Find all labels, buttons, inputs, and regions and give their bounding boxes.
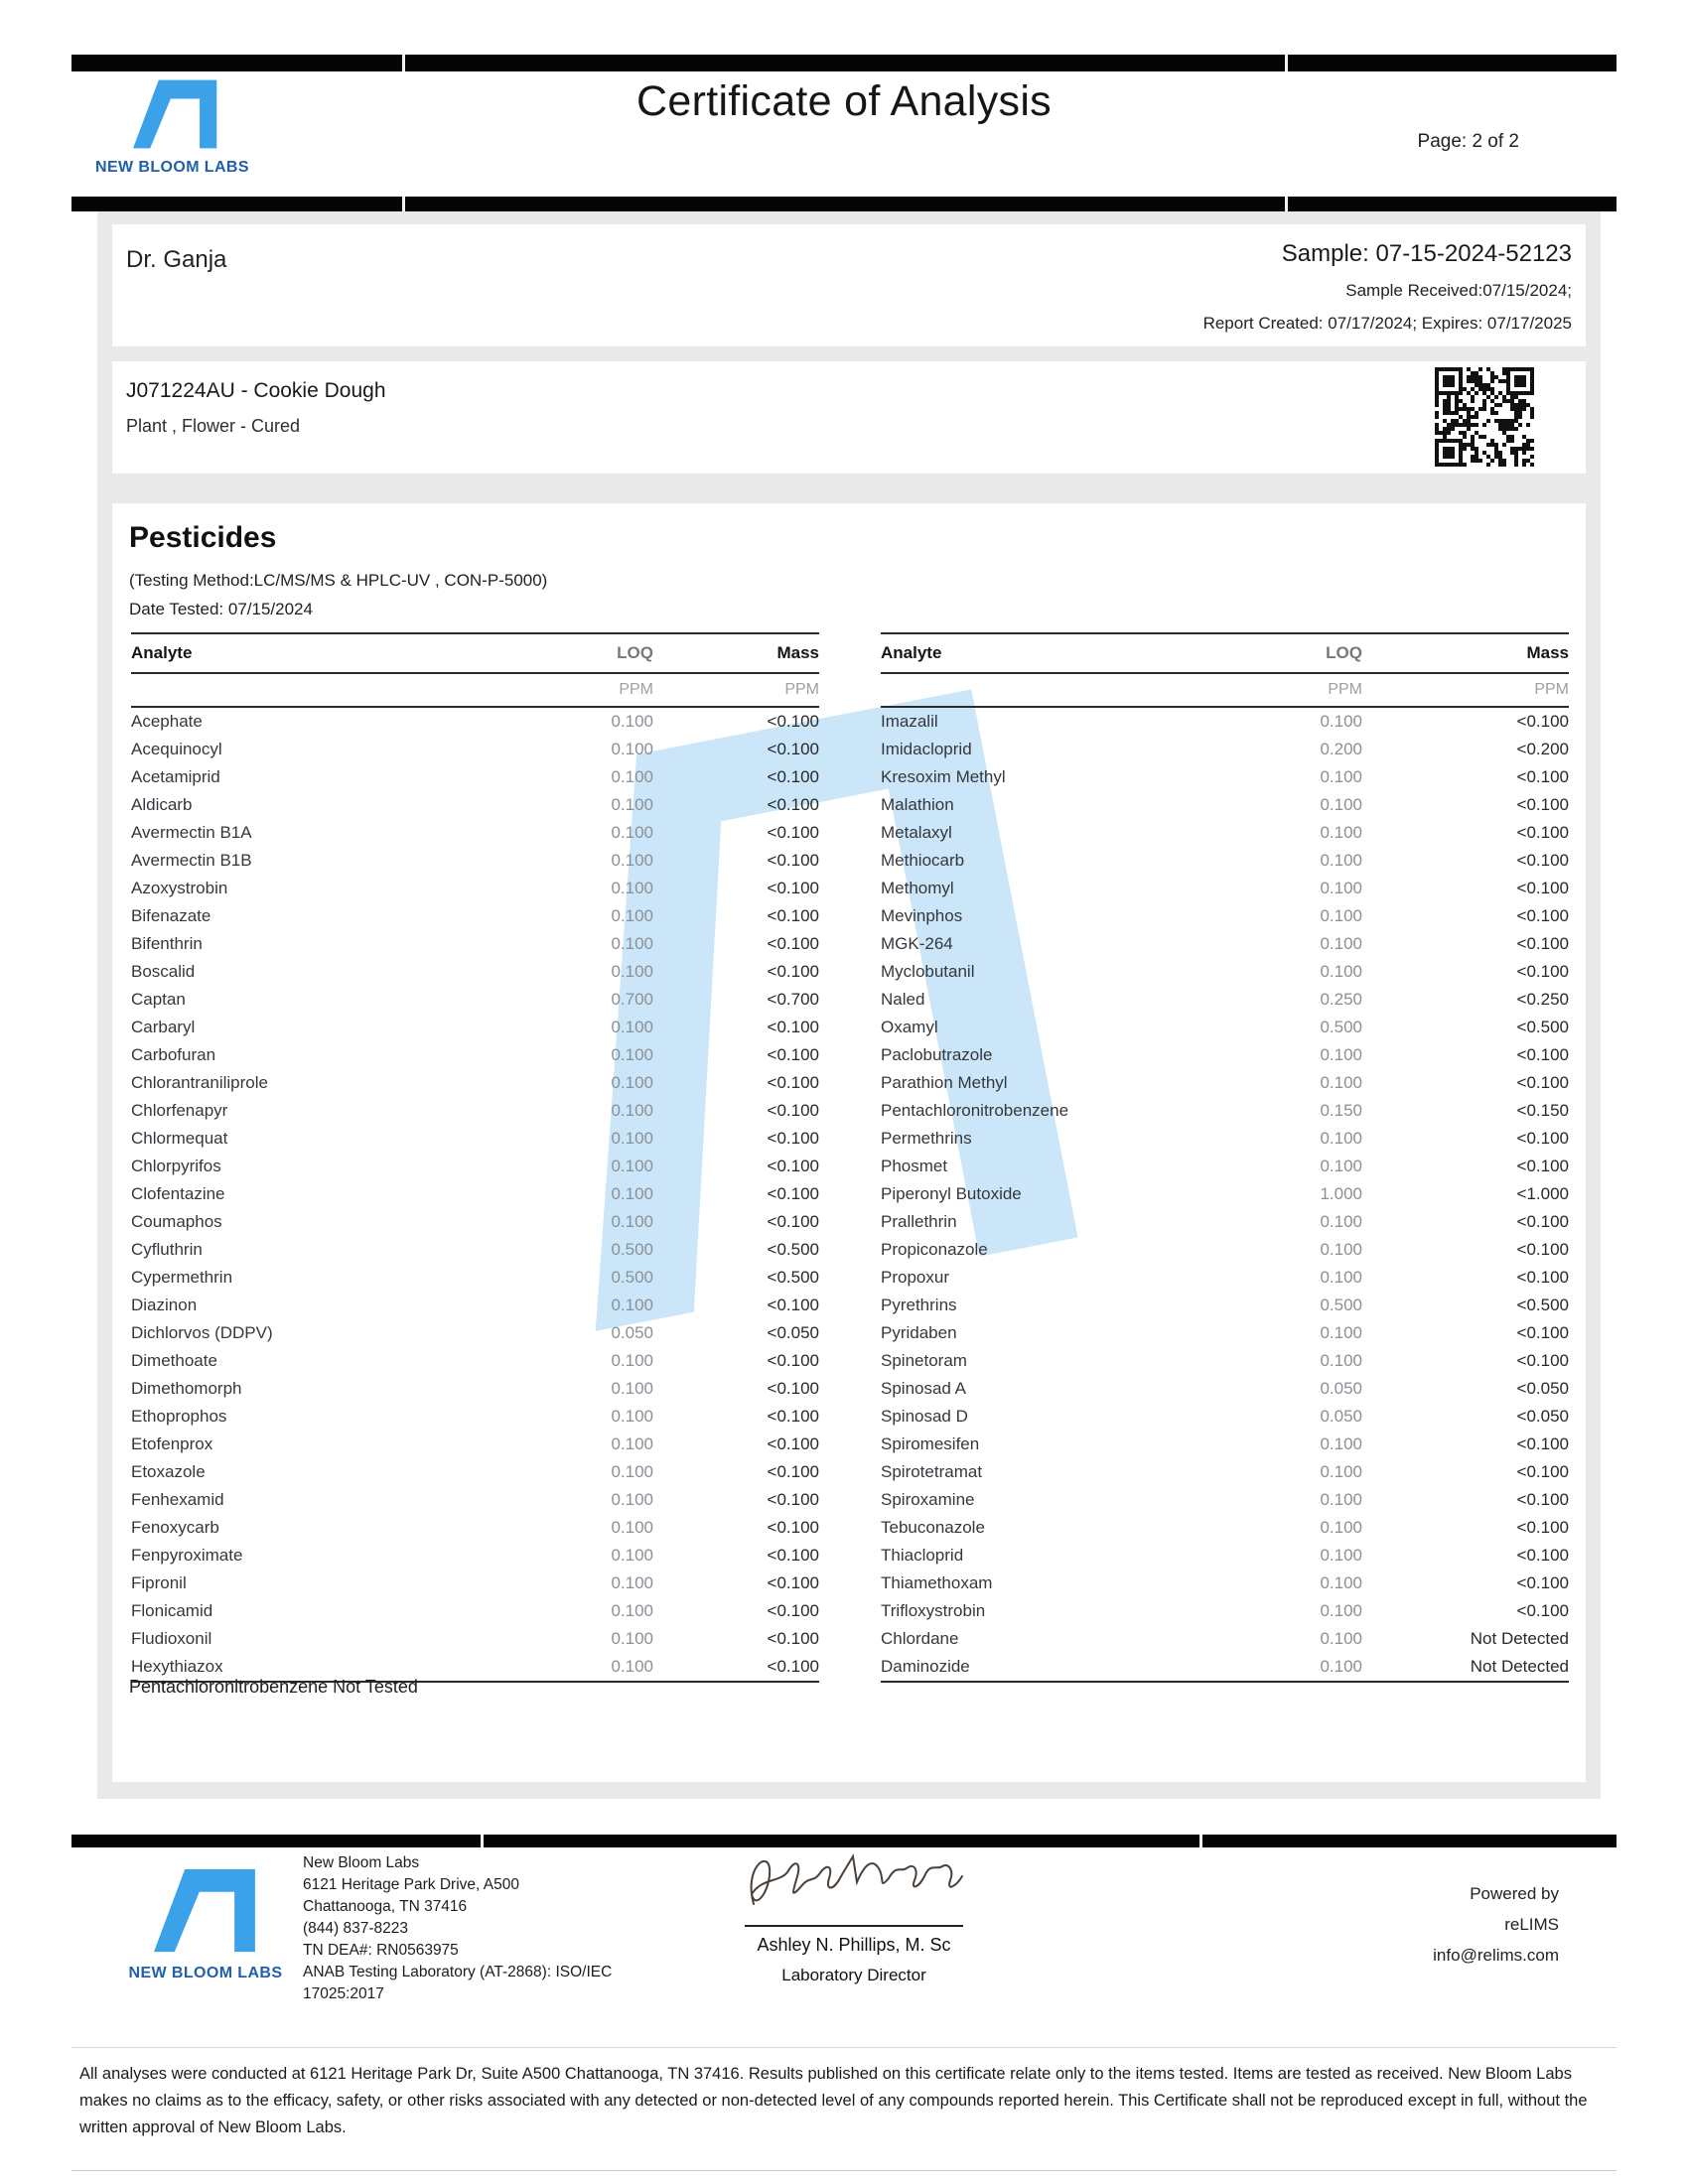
signer-name: Ashley N. Phillips, M. Sc (757, 1935, 951, 1955)
table-row: Acequinocyl 0.100 <0.100 (131, 740, 819, 758)
pesticides-card (112, 503, 1586, 1782)
table-row: Chlorfenapyr 0.100 <0.100 (131, 1101, 819, 1120)
table-row: Mevinphos 0.100 <0.100 (881, 906, 1569, 925)
table-row: Metalaxyl 0.100 <0.100 (881, 823, 1569, 842)
table-row: Pyridaben 0.100 <0.100 (881, 1323, 1569, 1342)
page-number: Page: 2 of 2 (1417, 131, 1519, 152)
table-row: Chlorantraniliprole 0.100 <0.100 (131, 1073, 819, 1092)
pesticides-table-right (881, 632, 1569, 1683)
unit-ppm: PPM (784, 681, 819, 698)
lab-line: TN DEA#: RN0563975 (303, 1942, 459, 1959)
table-row: Parathion Methyl 0.100 <0.100 (881, 1073, 1569, 1092)
lab-line: (844) 837-8223 (303, 1920, 408, 1937)
table-row: Carbaryl 0.100 <0.100 (131, 1018, 819, 1036)
table-row: Spiroxamine 0.100 <0.100 (881, 1490, 1569, 1509)
footer-brand-logo (111, 1868, 300, 1982)
table-row: Naled 0.250 <0.250 (881, 990, 1569, 1009)
col-mass: Mass (1526, 643, 1569, 662)
table-row: Thiamethoxam 0.100 <0.100 (881, 1573, 1569, 1592)
top-separator-bar (71, 55, 1617, 71)
table-row: Prallethrin 0.100 <0.100 (881, 1212, 1569, 1231)
table-row: Dimethomorph 0.100 <0.100 (131, 1379, 819, 1398)
unit-row (881, 673, 1569, 707)
new-bloom-labs-logo-icon (154, 1868, 257, 1953)
table-row: Acetamiprid 0.100 <0.100 (131, 767, 819, 786)
brand-wordmark: NEW BLOOM LABS (95, 159, 249, 176)
table-row: Hexythiazox 0.100 <0.100 (131, 1657, 819, 1676)
unit-ppm: PPM (619, 681, 653, 698)
table-row: Etoxazole 0.100 <0.100 (131, 1462, 819, 1481)
col-loq: LOQ (617, 643, 653, 662)
powered-by-label: Powered by (1470, 1884, 1559, 1903)
sample-id: Sample: 07-15-2024-52123 (1281, 240, 1572, 267)
powered-by-block (1433, 1878, 1559, 1971)
table-row: Ethoprophos 0.100 <0.100 (131, 1407, 819, 1426)
unit-row (131, 673, 819, 707)
table-row: Flonicamid 0.100 <0.100 (131, 1601, 819, 1620)
table-row: Imazalil 0.100 <0.100 (881, 712, 1569, 731)
not-tested-footnote: Pentachloronitrobenzene Not Tested (129, 1677, 418, 1697)
table-row: Spiromesifen 0.100 <0.100 (881, 1434, 1569, 1453)
table-row: Dimethoate 0.100 <0.100 (131, 1351, 819, 1370)
table-row: Fipronil 0.100 <0.100 (131, 1573, 819, 1592)
table-row: Etofenprox 0.100 <0.100 (131, 1434, 819, 1453)
table-row: Methomyl 0.100 <0.100 (881, 879, 1569, 897)
table-row: Chlormequat 0.100 <0.100 (131, 1129, 819, 1148)
table-row: Avermectin B1B 0.100 <0.100 (131, 851, 819, 870)
table-row: Avermectin B1A 0.100 <0.100 (131, 823, 819, 842)
table-row: Carbofuran 0.100 <0.100 (131, 1045, 819, 1064)
table-row: Fenhexamid 0.100 <0.100 (131, 1490, 819, 1509)
pesticides-table-left (131, 632, 819, 1683)
testing-method: (Testing Method:LC/MS/MS & HPLC-UV , CON-P-5000) (129, 571, 548, 590)
table-header-row (881, 633, 1569, 673)
table-row: Permethrins 0.100 <0.100 (881, 1129, 1569, 1148)
table-row: Malathion 0.100 <0.100 (881, 795, 1569, 814)
table-row: Cypermethrin 0.500 <0.500 (131, 1268, 819, 1287)
table-row: Dichlorvos (DDPV) 0.050 <0.050 (131, 1323, 819, 1342)
table-row: Oxamyl 0.500 <0.500 (881, 1018, 1569, 1036)
date-tested: Date Tested: 07/15/2024 (129, 600, 313, 618)
col-analyte: Analyte (881, 643, 942, 662)
client-card (112, 224, 1586, 346)
footer-brand-wordmark: NEW BLOOM LABS (128, 1965, 283, 1981)
col-mass: Mass (776, 643, 819, 662)
table-row: Captan 0.700 <0.700 (131, 990, 819, 1009)
signature-image (740, 1846, 968, 1918)
table-row: Pyrethrins 0.500 <0.500 (881, 1296, 1569, 1314)
lab-line: ANAB Testing Laboratory (AT-2868): ISO/IEC (303, 1964, 613, 1980)
table-row: Cyfluthrin 0.500 <0.500 (131, 1240, 819, 1259)
table-row: Propiconazole 0.100 <0.100 (881, 1240, 1569, 1259)
col-loq: LOQ (1326, 643, 1362, 662)
table-row: Azoxystrobin 0.100 <0.100 (131, 879, 819, 897)
lab-line: 17025:2017 (303, 1985, 384, 2002)
table-row: Methiocarb 0.100 <0.100 (881, 851, 1569, 870)
table-row: Chlorpyrifos 0.100 <0.100 (131, 1157, 819, 1175)
col-analyte: Analyte (131, 643, 193, 662)
table-row: Spinosad D 0.050 <0.050 (881, 1407, 1569, 1426)
disclaimer-top-rule (71, 2047, 1617, 2048)
lab-address-block (303, 1852, 612, 2005)
relims-email: info@relims.com (1433, 1946, 1559, 1965)
sample-name: J071224AU - Cookie Dough (126, 379, 386, 402)
table-row: Spinetoram 0.100 <0.100 (881, 1351, 1569, 1370)
sample-received: Sample Received:07/15/2024; (1345, 281, 1572, 300)
unit-ppm: PPM (1328, 681, 1362, 698)
sample-card (112, 361, 1586, 474)
table-row: Thiacloprid 0.100 <0.100 (881, 1546, 1569, 1565)
signature-block (730, 1846, 978, 1985)
table-row: Piperonyl Butoxide 1.000 <1.000 (881, 1184, 1569, 1203)
table-row: Acephate 0.100 <0.100 (131, 712, 819, 731)
header-separator-bar (71, 197, 1617, 211)
table-row: Trifloxystrobin 0.100 <0.100 (881, 1601, 1569, 1620)
content-background (97, 211, 1601, 1799)
table-row: Phosmet 0.100 <0.100 (881, 1157, 1569, 1175)
table-row: Tebuconazole 0.100 <0.100 (881, 1518, 1569, 1537)
lab-line: New Bloom Labs (303, 1854, 420, 1871)
sample-type: Plant , Flower - Cured (126, 416, 301, 436)
table-row: MGK-264 0.100 <0.100 (881, 934, 1569, 953)
qr-code (1435, 367, 1534, 472)
table-row: Aldicarb 0.100 <0.100 (131, 795, 819, 814)
bottom-rule (71, 2170, 1617, 2171)
table-row: Paclobutrazole 0.100 <0.100 (881, 1045, 1569, 1064)
table-row: Myclobutanil 0.100 <0.100 (881, 962, 1569, 981)
table-row: Daminozide 0.100 Not Detected (881, 1657, 1569, 1676)
table-row: Pentachloronitrobenzene 0.150 <0.150 (881, 1101, 1569, 1120)
table-row: Diazinon 0.100 <0.100 (131, 1296, 819, 1314)
table-row: Bifenazate 0.100 <0.100 (131, 906, 819, 925)
signature-line (745, 1925, 963, 1927)
table-row: Kresoxim Methyl 0.100 <0.100 (881, 767, 1569, 786)
table-row: Fenpyroximate 0.100 <0.100 (131, 1546, 819, 1565)
lab-line: Chattanooga, TN 37416 (303, 1898, 468, 1915)
disclaimer-text: All analyses were conducted at 6121 Heritage Park Dr, Suite A500 Chattanooga, TN 37416. Results published on this certificate relate only to the items tested. Items are tested as received. New Bloom Labs makes no claims as to the efficacy, safety, or other risks associated with any detected or non-detected level of any compounds reported herein. This Certificate shall not be reproduced except in full, without the written approval of New Bloom Labs. (79, 2065, 1588, 2136)
report-created: Report Created: 07/17/2024; Expires: 07/17/2025 (1202, 314, 1572, 333)
table-row: Chlordane 0.100 Not Detected (881, 1629, 1569, 1648)
signer-title: Laboratory Director (781, 1966, 926, 1984)
table-row: Propoxur 0.100 <0.100 (881, 1268, 1569, 1287)
table-row: Spirotetramat 0.100 <0.100 (881, 1462, 1569, 1481)
table-row: Fenoxycarb 0.100 <0.100 (131, 1518, 819, 1537)
table-row: Bifenthrin 0.100 <0.100 (131, 934, 819, 953)
table-row: Fludioxonil 0.100 <0.100 (131, 1629, 819, 1648)
table-row: Spinosad A 0.050 <0.050 (881, 1379, 1569, 1398)
lab-line: 6121 Heritage Park Drive, A500 (303, 1876, 519, 1893)
table-row: Coumaphos 0.100 <0.100 (131, 1212, 819, 1231)
section-title: Pesticides (129, 521, 277, 554)
relims-label: reLIMS (1504, 1915, 1559, 1934)
page-title: Certificate of Analysis (636, 77, 1052, 125)
table-header-row (131, 633, 819, 673)
table-row: Boscalid 0.100 <0.100 (131, 962, 819, 981)
client-name: Dr. Ganja (126, 246, 227, 273)
unit-ppm: PPM (1534, 681, 1569, 698)
table-row: Imidacloprid 0.200 <0.200 (881, 740, 1569, 758)
table-row: Clofentazine 0.100 <0.100 (131, 1184, 819, 1203)
